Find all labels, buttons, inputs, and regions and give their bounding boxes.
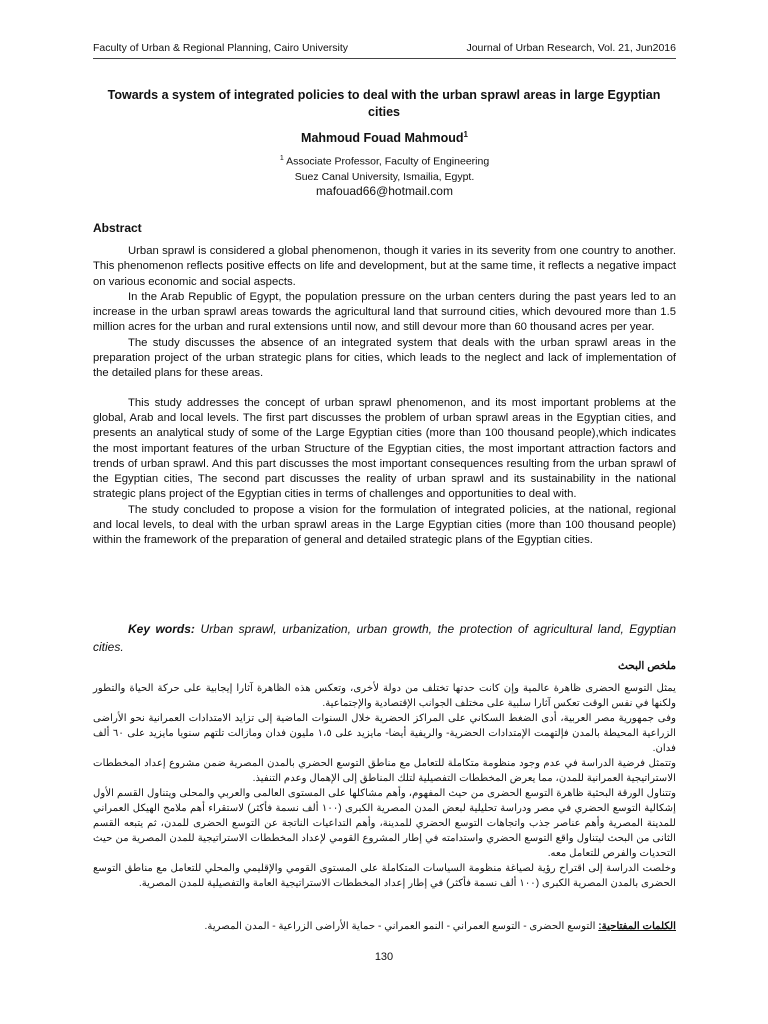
arabic-paragraph: وخلصت الدراسة إلى اقتراح رؤية لصياغة منظومة السياسات المتكاملة على المستوى القومي والإقليمي والمحلي للتعامل مع مناطق التوسع الحضرى بالمدن المصرية الكبرى (١٠٠ ألف نسمة فأكثر) في إطار إعداد المخططات الاستراتيجية العامة والتفصيلية للمدن المصرية. xyxy=(93,863,676,889)
author-name: Mahmoud Fouad Mahmoud xyxy=(301,131,464,146)
arabic-paragraph: وفى جمهورية مصر العربية، أدى الضغط السكاني على المراكز الحضرية خلال السنوات الماضية إلى تزايد الامتدادات العمرانية نحو الأراضى الزراعية المحيطة بالمدن فإلتهمت الإمتدادات الحضرية- والريفية أيضا- مايزيد على ١،٥ مليون فدان ومازالت تلتهم سنويا مايزيد على ٦٠ ألف فدان. xyxy=(93,713,677,754)
abstract-body xyxy=(93,244,676,549)
affiliation-superscript: 1 xyxy=(279,155,284,162)
header-institution: Faculty of Urban & Regional Planning, Cairo University xyxy=(93,42,349,54)
abstract-paragraph: This study addresses the concept of urban sprawl phenomenon, and its most important problems at the global, Arab and local levels. The first part discusses the problem of urban sprawl areas in the Egyptian cities, and presents an analytical study of some of the Large Egyptian cities (more than 100 thousand people),which indicates the most important features of the urban Structure of the Egyptian cities, the most important attraction factors and trends of urban sprawl. And this part discusses the most important consequences resulting from the urban sprawl of the Egyptian cities, The second part discusses the reality of urban sprawl and its sustainability in the national strategic plans project of the Egyptian cities in terms of challenges and opportunities to deal with. xyxy=(93,396,676,501)
arabic-paragraph: وتتمثل فرضية الدراسة في عدم وجود منظومة متكاملة للتعامل مع مناطق التوسع الحضري بالمدن المصرية ضمن مشروع إعداد المخططات الاستراتيجية العمرانية للمدن، مما يعرض المخططات التفصيلية لتلك المناطق إلى الإهمال وعدم التنفيذ. xyxy=(93,758,676,784)
arabic-paragraph: يمثل التوسع الحضرى ظاهرة عالمية وإن كانت حدتها تختلف من دولة لأخرى، وتعكس هذه الظاهرة آثارا إيجابية على حركة الحياة والتطور ولكنها في نفس الوقت تعكس آثارا سلبية على مختلف الجوانب الإقتصادية والإجتماعية. xyxy=(93,683,676,709)
affiliation-line-1: Associate Professor, Faculty of Engineering xyxy=(286,155,490,168)
running-header xyxy=(93,42,676,58)
keywords xyxy=(93,620,676,656)
arabic-keywords xyxy=(93,921,676,932)
abstract-paragraph: In the Arab Republic of Egypt, the population pressure on the urban centers during the past years led to an increase in the urban sprawl areas towards the agricultural land that surround cities, which devoured more than 1.5 million acres for the urban and rural extensions until now, and still devour more than 60 thousand acres per year. xyxy=(93,290,676,334)
arabic-keywords-label: الكلمات المفتاحية: xyxy=(598,921,676,932)
keywords-label: Key words: xyxy=(128,622,195,636)
keywords-text: Urban sprawl, urbanization, urban growth, the protection of agricultural land, Egyptian cities. xyxy=(93,622,677,654)
author-line xyxy=(93,130,676,145)
affiliation-line-2: Suez Canal University, Ismailia, Egypt. xyxy=(294,170,475,183)
header-journal: Journal of Urban Research, Vol. 21, Jun2016 xyxy=(466,42,676,54)
author-email: mafouad66@hotmail.com xyxy=(316,184,453,198)
arabic-abstract-body xyxy=(93,681,676,891)
arabic-paragraph: وتتناول الورقة البحثية ظاهرة التوسع الحضرى من حيث المفهوم، وأهم مشاكلها على المستوى العالمى والعربي والمحلى ويتناول القسم الأول إشكالية التوسع الحضري في مصر ودراسة تحليلية لبعض المدن المصرية الكبرى (١٠٠ ألف نسمة فأكثر) لاستقراء أهم ملامح الهيكل العمراني للمدينة المصرية وأهم عناصر جذب واتجاهات التوسع الحضري للمدينة، وأهم التداعيات الناتجة عن التوسع الحضرى للمدن، ثم يتبعه القسم الثانى من البحث ليتناول واقع التوسع الحضري واستدامته في إطار المشروع القومي لإعداد المخططات الاستراتيجية للمدن المصرية من حيث التحديات والفرص للتعامل معه. xyxy=(93,788,676,859)
abstract-paragraph: The study concluded to propose a vision for the formulation of integrated policies, at the national, regional and local levels, to deal with the urban sprawl areas in the Large Egyptian cities (more than 100 thousand people) within the framework of the preparation of general and detailed strategic plans of the Egyptian cities. xyxy=(93,503,676,547)
abstract-heading: Abstract xyxy=(93,221,142,235)
author-superscript: 1 xyxy=(463,130,468,139)
affiliation xyxy=(93,151,676,185)
paper-title: Towards a system of integrated policies to deal with the urban sprawl areas in large Egyptian cities xyxy=(107,88,661,119)
header-rule xyxy=(93,58,676,59)
page-number: 130 xyxy=(374,951,394,963)
arabic-keywords-text: التوسع الحضرى - التوسع العمراني - النمو العمراني - حماية الأراضى الزراعية - المدن المصرية. xyxy=(204,921,596,932)
abstract-paragraph: Urban sprawl is considered a global phenomenon, though it varies in its severity from one country to another. This phenomenon reflects positive effects on life and development, but at the same time, it reflects a negative impact on various economic and social aspects. xyxy=(93,245,676,288)
arabic-abstract-heading: ملخص البحث xyxy=(617,660,676,672)
abstract-paragraph: The study discusses the absence of an integrated system that deals with the urban sprawl areas in the preparation project of the urban strategic plans for cities, which leads to the neglect and lack of implementation of the detailed plans for these areas. xyxy=(93,336,676,380)
